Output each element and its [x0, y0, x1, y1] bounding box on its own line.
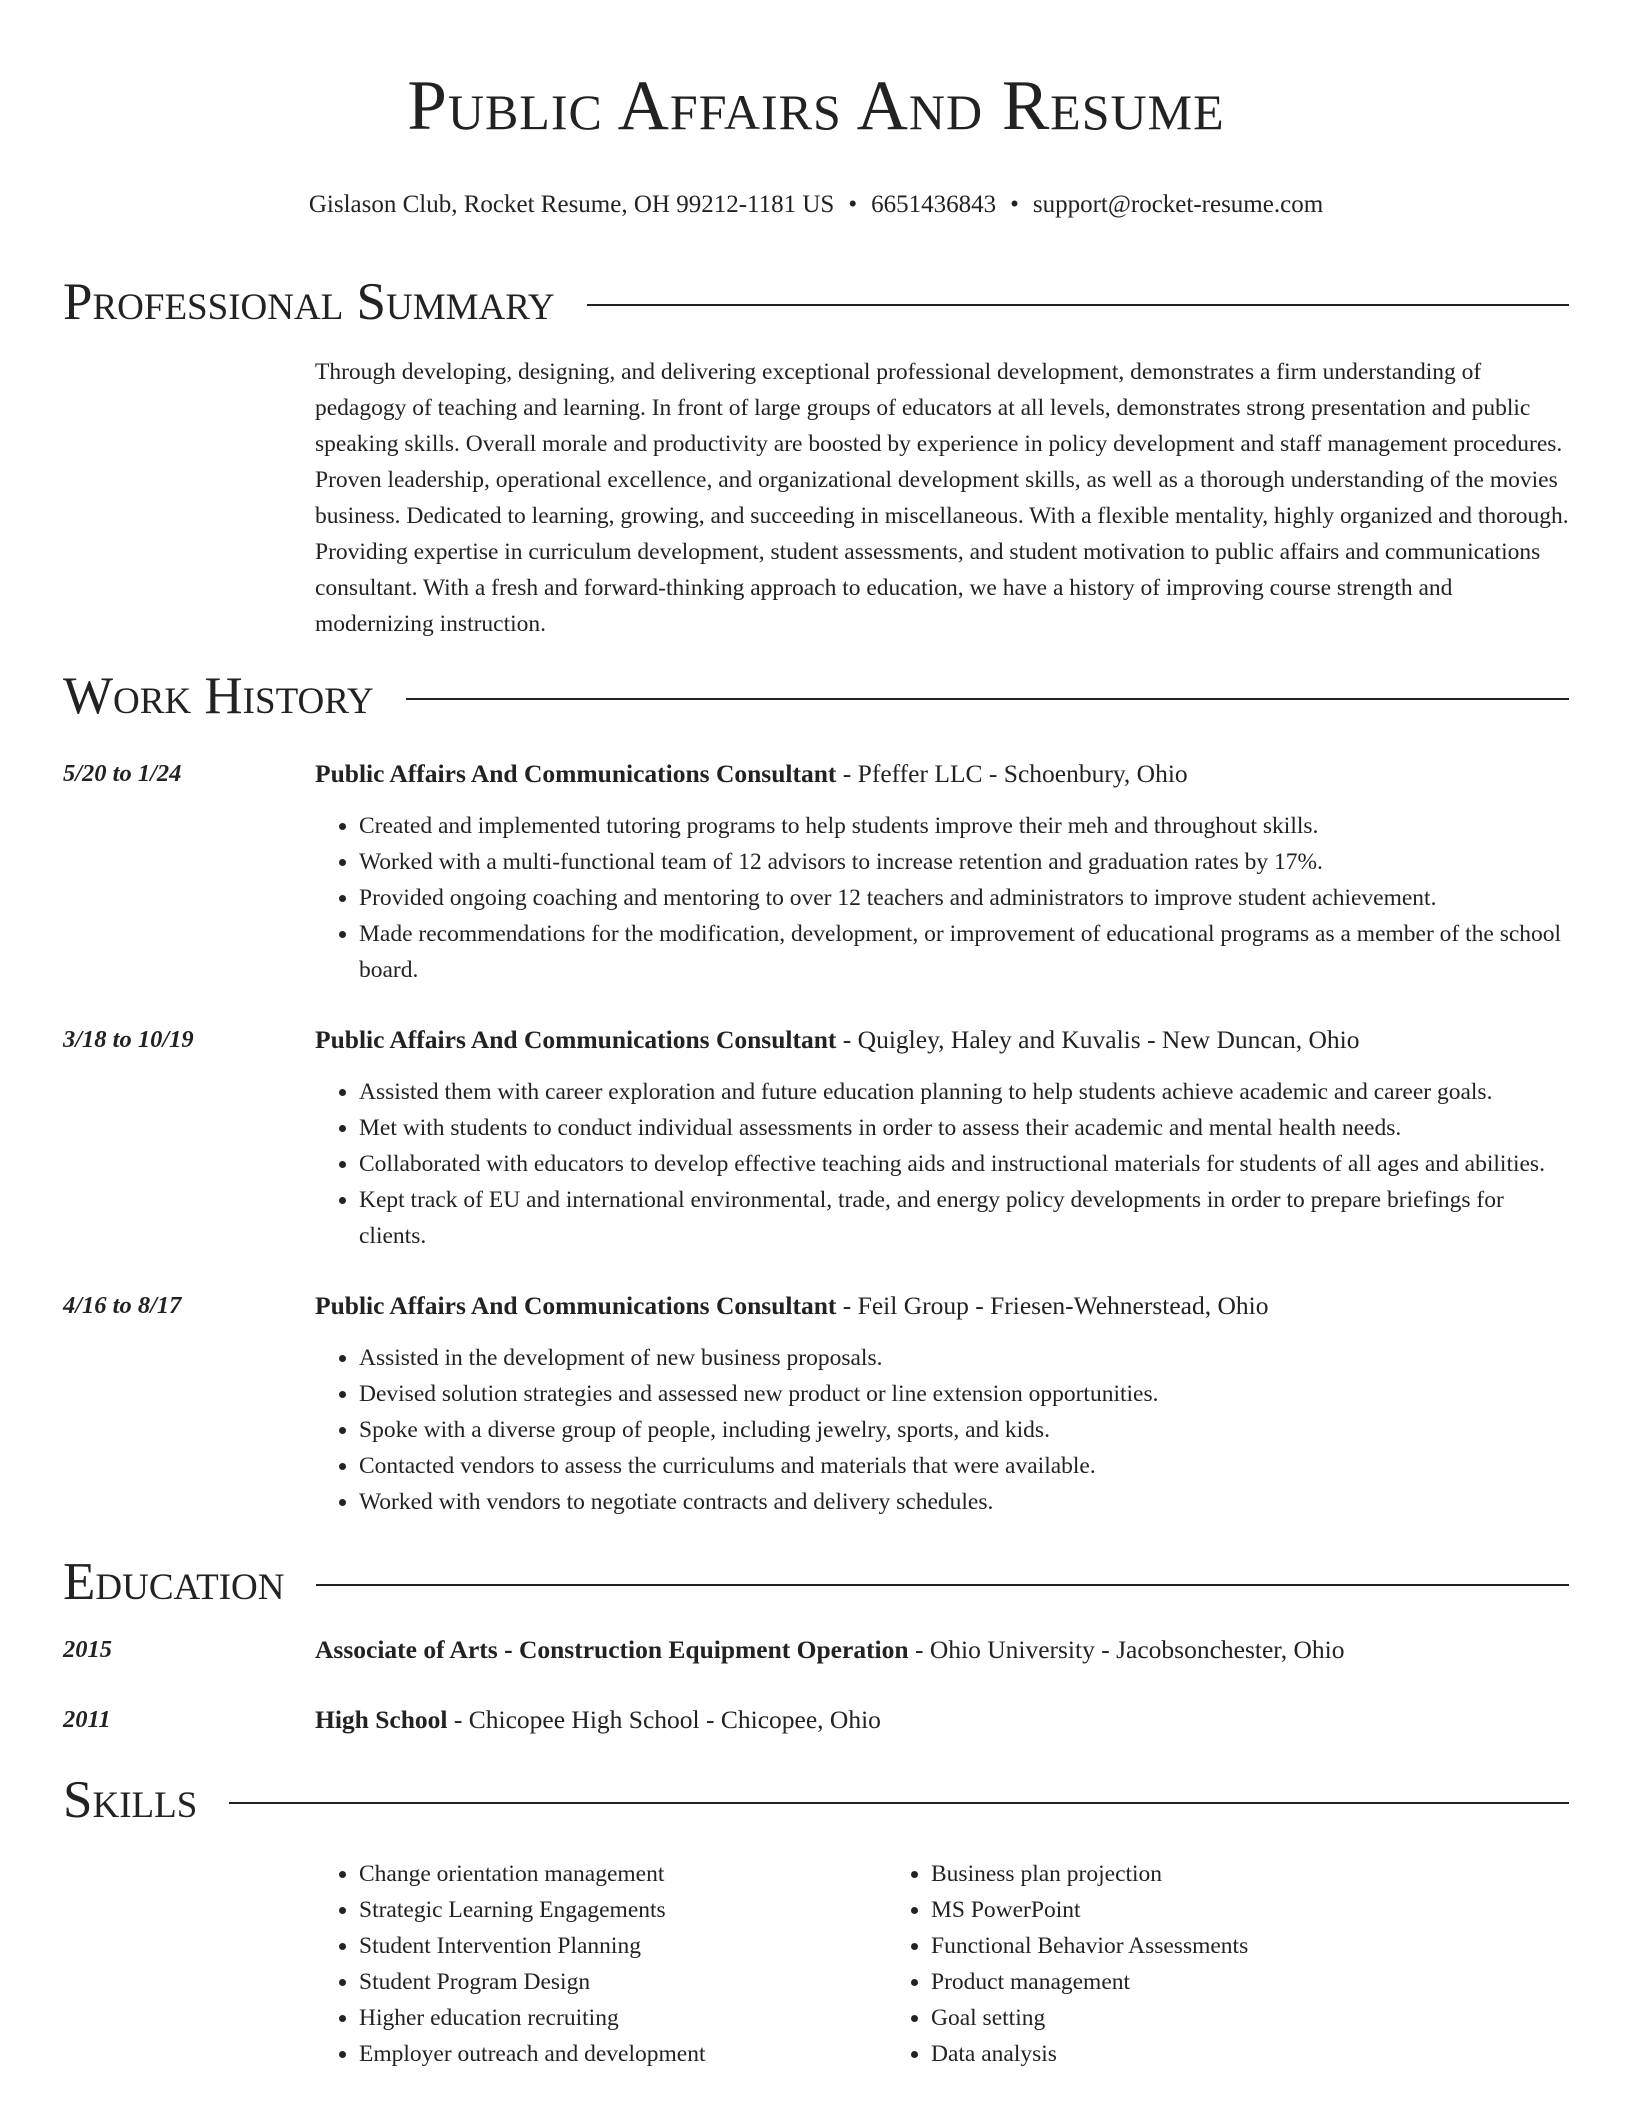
summary-section-title: Professional Summary: [63, 273, 555, 331]
job-details: - Pfeffer LLC - Schoenbury, Ohio: [836, 759, 1188, 788]
job-entry: [63, 1022, 1569, 1254]
education-date: 2015: [63, 1636, 112, 1663]
skill-item: • Functional Behavior Assessments: [931, 1928, 1248, 1964]
job-bullet: • Collaborated with educators to develop effective teaching aids and instructional materials for students of all ages and abilities.: [359, 1146, 1569, 1182]
skill-item: • Goal setting: [931, 2000, 1248, 2036]
contact-separator: •: [848, 191, 858, 218]
contact-line: [63, 190, 1569, 220]
contact-address: Gislason Club, Rocket Resume, OH 99212-1181 US: [308, 191, 835, 218]
job-bullet: • Made recommendations for the modification, development, or improvement of educational programs as a member of the school board.: [359, 916, 1569, 988]
resume-name: Public Affairs And Resume: [407, 67, 1225, 145]
skills-list: [315, 1856, 1569, 2072]
job-role: Public Affairs And Communications Consultant: [315, 1291, 837, 1320]
section-divider: [316, 1584, 1569, 1586]
education-entry: [63, 1632, 1569, 1668]
job-bullet: • Met with students to conduct individual assessments in order to assess their academic and mental health needs.: [359, 1110, 1569, 1146]
job-role: Public Affairs And Communications Consultant: [315, 759, 837, 788]
job-details: - Quigley, Haley and Kuvalis - New Duncan, Ohio: [836, 1025, 1360, 1054]
skill-item: • MS PowerPoint: [931, 1892, 1248, 1928]
job-bullet: • Devised solution strategies and assessed new product or line extension opportunities.: [359, 1376, 1569, 1412]
contact-email: support@rocket-resume.com: [1032, 191, 1324, 218]
summary-text: Through developing, designing, and delivering exceptional professional development, demonstrates a firm understanding of pedagogy of teaching and learning. In front of large groups of educators at all levels, demonstrates strong presentation and public speaking skills. Overall morale and productivity are boosted by experience in policy development and staff management procedures. Proven leadership, operational excellence, and organizational development skills, as well as a thorough understanding of the movies business. Dedicated to learning, growing, and succeeding in miscellaneous. With a flexible mentality, highly organized and thorough. Providing expertise in curriculum development, student assessments, and student motivation to public affairs and communications consultant. With a fresh and forward-thinking approach to education, we have a history of improving course strength and modernizing instruction.: [315, 359, 1569, 637]
skills-column-left: [315, 1856, 887, 2072]
job-headline: [315, 1022, 1569, 1058]
skills-section-title: Skills: [63, 1771, 198, 1829]
skill-item: • Employer outreach and development: [359, 2036, 887, 2072]
job-entry: [63, 1288, 1569, 1520]
job-bullet: • Kept track of EU and international environmental, trade, and energy policy developments in order to prepare briefings for clients.: [359, 1182, 1569, 1254]
job-bullet: • Assisted in the development of new business proposals.: [359, 1340, 1569, 1376]
job-bullets: [315, 1340, 1569, 1520]
job-headline: [315, 756, 1569, 792]
skill-item: • Higher education recruiting: [359, 2000, 887, 2036]
job-bullets: [315, 808, 1569, 988]
education-section-heading: [63, 1550, 1569, 1614]
skill-item: • Student Intervention Planning: [359, 1928, 887, 1964]
skills-section-heading: [63, 1768, 1569, 1832]
job-bullets: [315, 1074, 1569, 1254]
contact-phone: 6651436843: [871, 191, 997, 218]
skill-item: • Data analysis: [931, 2036, 1248, 2072]
job-bullet: • Assisted them with career exploration and future education planning to help students achieve academic and career goals.: [359, 1074, 1569, 1110]
education-entry: [63, 1702, 1569, 1738]
education-details: - Ohio University - Jacobsonchester, Ohio: [908, 1635, 1345, 1664]
summary-section-heading: [63, 270, 1569, 334]
education-headline: [315, 1632, 1569, 1668]
job-bullet: • Worked with a multi-functional team of 12 advisors to increase retention and graduation rates by 17%.: [359, 844, 1569, 880]
work-section-heading: [63, 664, 1569, 728]
skill-item: • Student Program Design: [359, 1964, 887, 2000]
section-divider: [406, 698, 1569, 700]
job-date: 4/16 to 8/17: [63, 1292, 182, 1319]
job-headline: [315, 1288, 1569, 1324]
skill-item: • Change orientation management: [359, 1856, 887, 1892]
skill-item: • Product management: [931, 1964, 1248, 2000]
job-entry: [63, 756, 1569, 988]
job-bullet: • Provided ongoing coaching and mentoring to over 12 teachers and administrators to improve student achievement.: [359, 880, 1569, 916]
job-role: Public Affairs And Communications Consultant: [315, 1025, 837, 1054]
education-degree: High School: [315, 1705, 448, 1734]
job-bullet: • Spoke with a diverse group of people, including jewelry, sports, and kids.: [359, 1412, 1569, 1448]
section-divider: [229, 1802, 1569, 1804]
job-bullet: • Worked with vendors to negotiate contracts and delivery schedules.: [359, 1484, 1569, 1520]
education-section-title: Education: [63, 1553, 285, 1611]
education-date: 2011: [63, 1706, 111, 1733]
education-headline: [315, 1702, 1569, 1738]
education-details: - Chicopee High School - Chicopee, Ohio: [447, 1705, 881, 1734]
job-date: 3/18 to 10/19: [63, 1026, 194, 1053]
job-bullet: • Created and implemented tutoring programs to help students improve their meh and throughout skills.: [359, 808, 1569, 844]
work-section-title: Work History: [63, 667, 374, 725]
job-bullet: • Contacted vendors to assess the curriculums and materials that were available.: [359, 1448, 1569, 1484]
skill-item: • Strategic Learning Engagements: [359, 1892, 887, 1928]
skills-column-right: [887, 1856, 1248, 2072]
education-degree: Associate of Arts - Construction Equipment Operation: [315, 1635, 909, 1664]
skill-item: • Business plan projection: [931, 1856, 1248, 1892]
contact-separator: •: [1010, 191, 1019, 218]
section-divider: [587, 304, 1569, 306]
job-details: - Feil Group - Friesen-Wehnerstead, Ohio: [836, 1291, 1269, 1320]
job-date: 5/20 to 1/24: [63, 760, 182, 787]
